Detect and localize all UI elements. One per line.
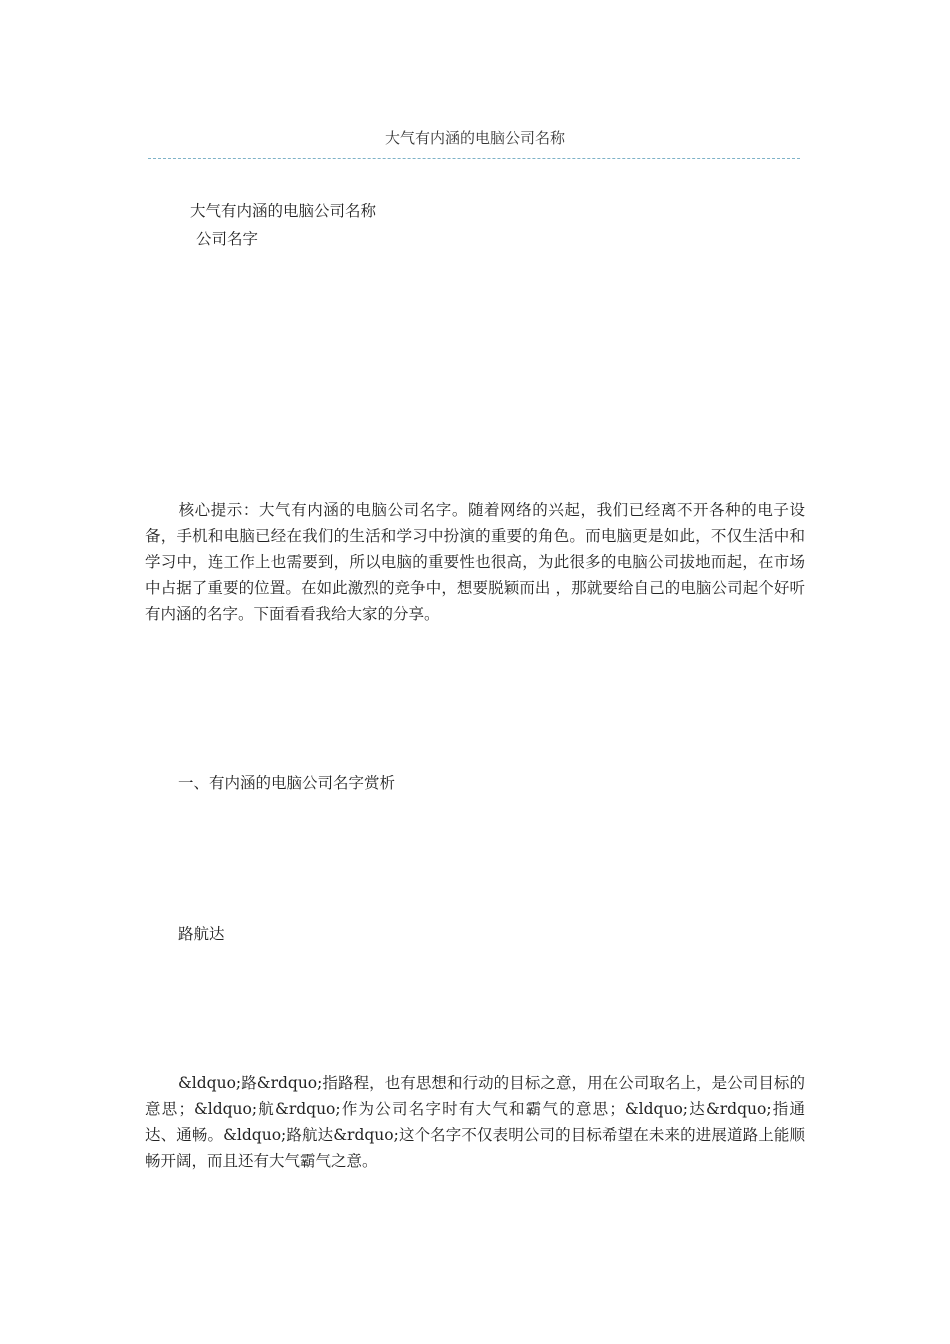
- document-title: 大气有内涵的电脑公司名称: [190, 202, 377, 220]
- header-title: 大气有内涵的电脑公司名称: [384, 129, 565, 147]
- explanation-text: &ldquo;路&rdquo;指路程，也有思想和行动的目标之意，用在公司取名上，是公司目标的意思；&ldquo;航&rdquo;作为公司名字时有大气和霸气的意思；&ldquo;达&rdquo;指通达、通畅。&ldquo;路航达&rdquo;这个名字不仅表明公司的目标希望在未来的进展道路上能顺畅开阔，而且还有大气霸气之意。: [145, 1074, 805, 1170]
- document-subtitle: 公司名字: [196, 230, 259, 248]
- intro-text: 核心提示：大气有内涵的电脑公司名字。随着网络的兴起，我们已经离不开各种的电子设备，手机和电脑已经在我们的生活和学习中扮演的重要的角色。而电脑更是如此，不仅生活中和学习中，连工作上也需要到，所以电脑的重要性也很高，为此很多的电脑公司拔地而起，在市场中占据了重要的位置。在如此激烈的竞争中，想要脱颖而出 ，那就要给自己的电脑公司起个好听有内涵的名字。下面看看我给大家的分享。: [145, 501, 805, 623]
- company-name-item: 路航达: [178, 925, 225, 943]
- header-divider: [148, 158, 800, 159]
- explanation-paragraph: [145, 1070, 805, 1174]
- section-heading: 一、有内涵的电脑公司名字赏析: [178, 774, 396, 792]
- intro-paragraph: [145, 497, 805, 627]
